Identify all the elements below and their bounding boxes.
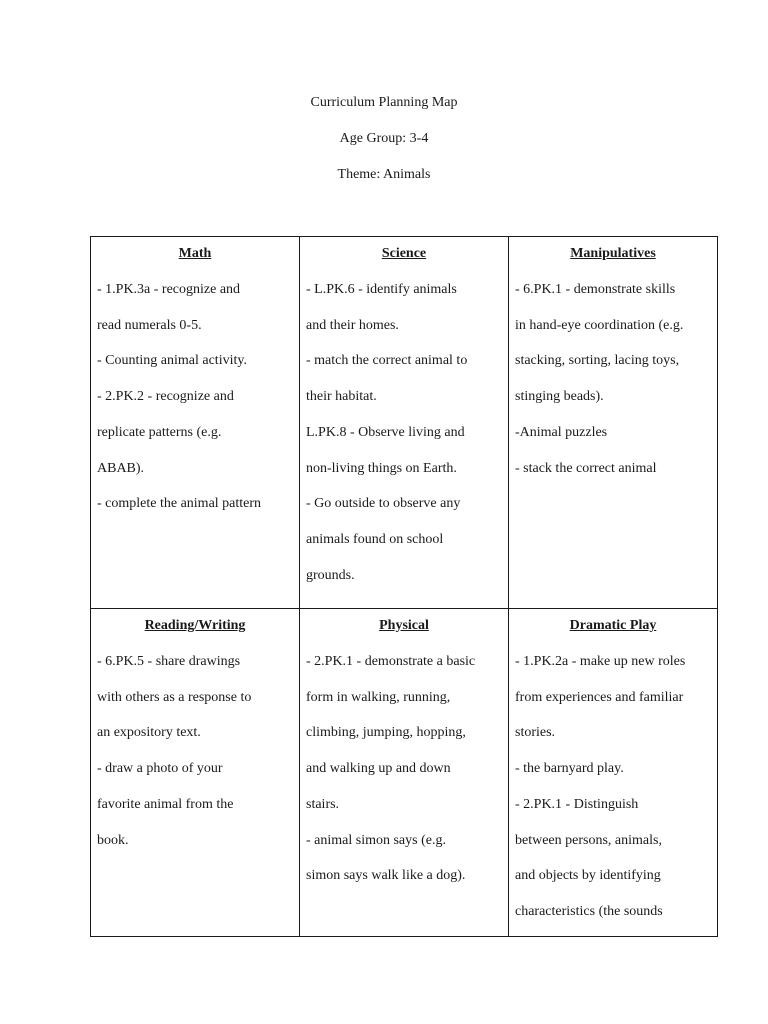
reading-writing-line: - draw a photo of your [97,761,223,777]
science-line: grounds. [306,567,355,583]
physical-line: stairs. [306,796,340,812]
reading-writing-line: - 6.PK.5 - share drawings [97,654,241,669]
math-cell [91,237,300,609]
physical-cell [300,609,509,937]
manipulatives-line: -Animal puzzles [515,424,608,440]
science-line: non-living things on Earth. [306,460,457,476]
science-line: - L.PK.6 - identify animals [306,282,457,297]
manipulatives-line: stinging beads). [515,389,604,405]
document-title: Curriculum Planning Map [310,95,458,110]
science-line: their habitat. [306,389,377,405]
physical-line: and walking up and down [306,761,451,777]
age-group-line: Age Group: 3-4 [339,131,429,146]
dramatic-play-line: between persons, animals, [515,832,662,848]
theme-line: Theme: Animals [337,167,431,182]
science-heading: Science [381,246,427,261]
reading-writing-line: with others as a response to [97,689,252,705]
dramatic-play-line: - 2.PK.1 - Distinguish [515,796,639,812]
curriculum-table [90,236,718,937]
dramatic-play-line: characteristics (the sounds [515,903,663,919]
dramatic-play-line: stories. [515,725,556,741]
table-row [91,237,718,609]
dramatic-play-cell [509,609,718,937]
physical-line: simon says walk like a dog). [306,868,466,884]
manipulatives-line: - stack the correct animal [515,460,657,476]
math-line: read numerals 0-5. [97,317,202,333]
math-heading: Math [178,246,212,261]
science-line: animals found on school [306,531,444,547]
table-row [91,609,718,937]
manipulatives-line: in hand-eye coordination (e.g. [515,317,684,333]
physical-line: - 2.PK.1 - demonstrate a basic [306,654,476,669]
math-line: - 1.PK.3a - recognize and [97,282,241,297]
dramatic-play-line: from experiences and familiar [515,689,684,705]
dramatic-play-line: and objects by identifying [515,868,661,884]
dramatic-play-line: - the barnyard play. [515,761,624,777]
dramatic-play-line: - 1.PK.2a - make up new roles [515,654,686,669]
science-line: - match the correct animal to [306,353,468,369]
physical-line: climbing, jumping, hopping, [306,725,466,741]
physical-line: form in walking, running, [306,689,451,705]
math-line: - Counting animal activity. [97,353,247,369]
science-cell [300,237,509,609]
math-line: - complete the animal pattern [97,496,262,512]
reading-writing-cell [91,609,300,937]
reading-writing-heading: Reading/Writing [144,618,246,633]
science-line: and their homes. [306,317,399,333]
reading-writing-line: book. [97,832,129,848]
math-line: ABAB). [97,460,145,476]
physical-line: - animal simon says (e.g. [306,832,446,848]
science-line: - Go outside to observe any [306,496,461,512]
dramatic-play-heading: Dramatic Play [569,618,657,633]
manipulatives-heading: Manipulatives [570,246,656,261]
science-line: L.PK.8 - Observe living and [306,424,465,440]
manipulatives-line: - 6.PK.1 - demonstrate skills [515,282,676,297]
manipulatives-line: stacking, sorting, lacing toys, [515,353,680,369]
reading-writing-line: an expository text. [97,725,201,741]
math-line: - 2.PK.2 - recognize and [97,389,234,405]
physical-heading: Physical [379,618,429,633]
manipulatives-cell [509,237,718,609]
reading-writing-line: favorite animal from the [97,796,234,812]
math-line: replicate patterns (e.g. [97,424,222,440]
